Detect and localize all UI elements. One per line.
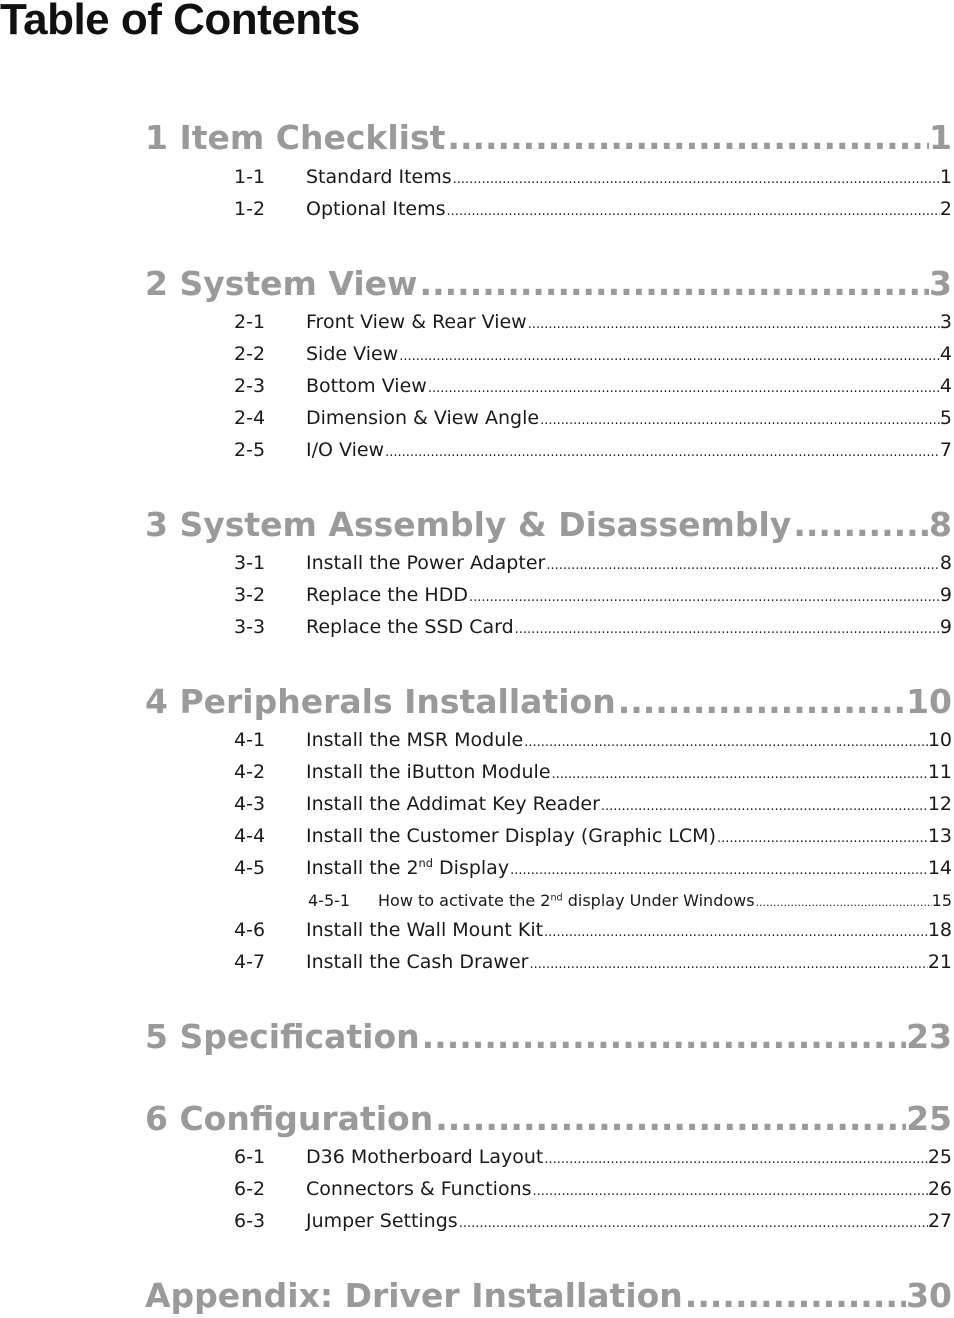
toc-section-6-1[interactable]	[234, 1146, 952, 1172]
subsection-title-pre: How to activate the 2	[378, 891, 551, 910]
dot-leader	[433, 1099, 906, 1138]
chapter-title: 3 System Assembly & Disassembly	[145, 505, 792, 544]
chapter-title: 4 Peripherals Installation	[145, 682, 616, 721]
section-title: Install the Customer Display (Graphic LCM)	[306, 825, 716, 847]
toc-chapter-1[interactable]	[145, 118, 952, 160]
section-title: I/O View	[306, 439, 385, 461]
section-number: 1-2	[234, 198, 266, 220]
dot-leader	[384, 445, 940, 460]
dot-leader	[427, 381, 940, 396]
section-page: 3	[939, 311, 952, 333]
section-number: 2-2	[234, 343, 266, 365]
section-page: 2	[939, 198, 952, 220]
dot-leader	[509, 863, 928, 878]
section-number: 4-4	[234, 825, 266, 847]
dot-leader	[616, 682, 906, 721]
subsection-page: 15	[931, 891, 952, 910]
dot-leader	[543, 1152, 927, 1167]
dot-leader	[539, 413, 940, 428]
chapter-title: 2 System View	[145, 264, 418, 303]
section-page: 13	[927, 825, 952, 847]
toc-appendix[interactable]	[145, 1276, 952, 1318]
section-number: 2-5	[234, 439, 266, 461]
dot-leader	[418, 264, 929, 303]
section-number: 6-1	[234, 1146, 266, 1168]
chapter-page: 1	[929, 118, 952, 157]
section-title: Install the Cash Drawer	[306, 951, 529, 973]
section-title: Standard Items	[306, 166, 452, 188]
section-title: Install the Power Adapter	[306, 552, 546, 574]
chapter-title: 1 Item Checklist	[145, 118, 446, 157]
toc-section-4-1[interactable]	[234, 729, 952, 755]
toc-chapter-3[interactable]	[145, 505, 952, 547]
section-page: 1	[939, 166, 952, 188]
chapter-page: 30	[906, 1276, 952, 1315]
section-number: 4-5	[234, 857, 266, 879]
toc-section-2-4[interactable]	[234, 407, 952, 433]
section-title	[306, 857, 509, 879]
section-title: Install the MSR Module	[306, 729, 524, 751]
section-title: Connectors & Functions	[306, 1178, 532, 1200]
chapter-page: 8	[929, 505, 952, 544]
dot-leader	[528, 957, 927, 972]
dot-leader	[468, 590, 940, 605]
toc-section-4-7[interactable]	[234, 951, 952, 977]
dot-leader	[527, 317, 940, 332]
chapter-page: 23	[906, 1017, 952, 1056]
chapter-title: 6 Configuration	[145, 1099, 434, 1138]
toc-section-2-5[interactable]	[234, 439, 952, 465]
section-page: 18	[927, 919, 952, 941]
toc-section-2-3[interactable]	[234, 375, 952, 401]
section-number: 4-2	[234, 761, 266, 783]
section-number: 6-2	[234, 1178, 266, 1200]
section-page: 14	[927, 857, 952, 879]
dot-leader	[683, 1276, 906, 1315]
section-title: Bottom View	[306, 375, 427, 397]
toc-section-4-6[interactable]	[234, 919, 952, 945]
toc-section-3-3[interactable]	[234, 616, 952, 642]
section-title: Side View	[306, 343, 399, 365]
dot-leader	[600, 799, 928, 814]
dot-leader	[458, 1216, 928, 1231]
toc-section-3-1[interactable]	[234, 552, 952, 578]
dot-leader	[514, 622, 940, 637]
section-number: 2-1	[234, 311, 266, 333]
section-title: Install the iButton Module	[306, 761, 551, 783]
toc-section-6-3[interactable]	[234, 1210, 952, 1236]
section-title: Install the Addimat Key Reader	[306, 793, 600, 815]
section-number: 4-7	[234, 951, 266, 973]
section-page: 25	[927, 1146, 952, 1168]
section-page: 5	[939, 407, 952, 429]
subsection-title-post: display Under Windows	[562, 891, 755, 910]
dot-leader	[543, 925, 928, 940]
toc-subsection-4-5-1[interactable]	[308, 891, 952, 913]
section-number: 2-3	[234, 375, 266, 397]
section-number: 3-2	[234, 584, 266, 606]
section-title: D36 Motherboard Layout	[306, 1146, 544, 1168]
toc-chapter-5[interactable]	[145, 1017, 952, 1059]
section-title-post: Display	[433, 857, 510, 879]
section-title: Optional Items	[306, 198, 446, 220]
toc-section-1-2[interactable]	[234, 198, 952, 224]
section-title: Replace the HDD	[306, 584, 468, 606]
dot-leader	[398, 349, 940, 364]
subsection-title	[378, 891, 755, 910]
section-page: 26	[927, 1178, 952, 1200]
section-number: 3-1	[234, 552, 266, 574]
section-page: 12	[927, 793, 952, 815]
toc-chapter-6[interactable]	[145, 1099, 952, 1141]
section-number: 1-1	[234, 166, 266, 188]
section-page: 7	[939, 439, 952, 461]
toc-chapter-2[interactable]	[145, 264, 952, 306]
section-title: Install the Wall Mount Kit	[306, 919, 544, 941]
dot-leader	[755, 896, 932, 909]
toc-section-4-4[interactable]	[234, 825, 952, 851]
section-page: 21	[927, 951, 952, 973]
section-title: Replace the SSD Card	[306, 616, 514, 638]
dot-leader	[446, 204, 940, 219]
section-page: 9	[939, 584, 952, 606]
dot-leader	[445, 118, 929, 157]
section-page: 4	[939, 375, 952, 397]
section-page: 9	[939, 616, 952, 638]
toc-chapter-4[interactable]	[145, 682, 952, 724]
toc-section-4-3[interactable]	[234, 793, 952, 819]
section-number: 4-6	[234, 919, 266, 941]
section-number: 4-3	[234, 793, 266, 815]
dot-leader	[716, 831, 928, 846]
chapter-title: 5 Specification	[145, 1017, 420, 1056]
dot-leader	[523, 735, 928, 750]
section-number: 3-3	[234, 616, 266, 638]
page-title: Table of Contents	[0, 0, 360, 44]
chapter-page: 25	[906, 1099, 952, 1138]
section-page: 11	[927, 761, 952, 783]
toc-section-1-1[interactable]	[234, 166, 952, 192]
dot-leader	[420, 1017, 906, 1056]
ordinal-suffix: nd	[418, 857, 433, 871]
section-page: 10	[927, 729, 952, 751]
toc-section-4-2[interactable]	[234, 761, 952, 787]
dot-leader	[791, 505, 929, 544]
section-page: 8	[939, 552, 952, 574]
dot-leader	[532, 1184, 928, 1199]
section-number: 2-4	[234, 407, 266, 429]
section-page: 27	[927, 1210, 952, 1232]
dot-leader	[545, 558, 940, 573]
chapter-page: 3	[929, 264, 952, 303]
subsection-number: 4-5-1	[308, 891, 351, 910]
toc-section-4-5[interactable]	[234, 857, 952, 883]
ordinal-suffix: nd	[550, 892, 563, 904]
toc-section-2-2[interactable]	[234, 343, 952, 369]
section-number: 6-3	[234, 1210, 266, 1232]
section-title: Front View & Rear View	[306, 311, 527, 333]
section-number: 4-1	[234, 729, 266, 751]
dot-leader	[551, 767, 928, 782]
dot-leader	[452, 172, 940, 187]
toc-section-2-1[interactable]	[234, 311, 952, 337]
toc-section-3-2[interactable]	[234, 584, 952, 610]
section-title: Dimension & View Angle	[306, 407, 540, 429]
section-title-pre: Install the 2	[306, 857, 419, 879]
toc-section-6-2[interactable]	[234, 1178, 952, 1204]
chapter-page: 10	[906, 682, 952, 721]
section-page: 4	[939, 343, 952, 365]
chapter-title: Appendix: Driver Installation	[145, 1276, 683, 1315]
section-title: Jumper Settings	[306, 1210, 458, 1232]
